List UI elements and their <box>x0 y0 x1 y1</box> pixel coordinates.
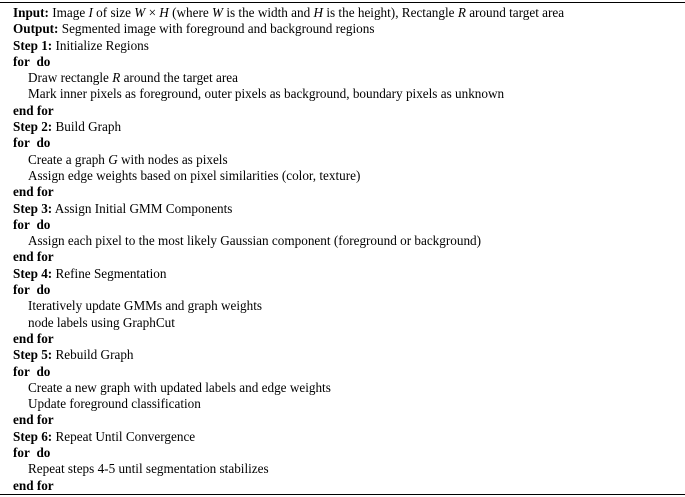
body-text: Update foreground classification <box>28 396 201 412</box>
for-do-line <box>0 364 685 380</box>
end-for-line <box>0 478 685 494</box>
end-for-keyword: end for <box>13 412 54 428</box>
algorithm-steps <box>0 38 685 494</box>
step-title: Rebuild Graph <box>52 347 134 363</box>
step-body-line <box>0 396 685 412</box>
step-label: Step 1: <box>13 37 53 53</box>
step-body-line <box>0 86 685 102</box>
end-for-line <box>0 103 685 119</box>
end-for-line <box>0 412 685 428</box>
for-do-line <box>0 445 685 461</box>
body-text: Create a new graph with updated labels and edge weights <box>28 379 331 395</box>
input-var: W <box>212 5 224 20</box>
body-text: with nodes as pixels <box>117 151 228 167</box>
do-keyword: do <box>36 53 51 69</box>
input-text: (where <box>168 5 213 20</box>
step-body-line <box>0 298 685 314</box>
step-label: Step 3: <box>13 200 53 216</box>
step-title: Assign Initial GMM Components <box>52 200 233 216</box>
end-for-keyword: end for <box>13 249 54 265</box>
step-title: Repeat Until Convergence <box>52 428 196 444</box>
step-heading <box>0 429 685 445</box>
body-text: node labels using GraphCut <box>28 314 175 330</box>
body-text: around the target area <box>120 70 238 86</box>
step-body-line <box>0 70 685 86</box>
for-do-line <box>0 54 685 70</box>
step-title: Refine Segmentation <box>52 265 167 281</box>
body-text: Iteratively update GMMs and graph weights <box>28 298 263 314</box>
for-keyword: for <box>13 282 30 298</box>
body-text: Mark inner pixels as foreground, outer pixels as background, boundary pixels as unknown <box>28 86 505 102</box>
step-body-line <box>0 380 685 396</box>
end-for-keyword: end for <box>13 330 54 346</box>
step-title: Build Graph <box>52 119 122 135</box>
step-heading <box>0 266 685 282</box>
for-keyword: for <box>13 135 30 151</box>
for-do-line <box>0 282 685 298</box>
input-text: × <box>145 5 160 20</box>
input-line <box>0 5 685 21</box>
do-keyword: do <box>36 282 51 298</box>
body-text: Repeat steps 4-5 until segmentation stabilizes <box>28 461 269 477</box>
end-for-keyword: end for <box>13 102 54 118</box>
body-var: R <box>112 70 121 86</box>
for-keyword: for <box>13 216 30 232</box>
input-var: W <box>134 5 146 20</box>
algorithm-box <box>0 2 685 495</box>
input-text: of size <box>92 5 135 20</box>
input-var: I <box>88 5 93 20</box>
step-body-line <box>0 315 685 331</box>
input-var: R <box>457 5 466 20</box>
input-text: Image <box>48 5 89 20</box>
end-for-line <box>0 331 685 347</box>
for-do-line <box>0 135 685 151</box>
step-label: Step 5: <box>13 347 53 363</box>
step-heading <box>0 201 685 217</box>
output-label: Output: <box>13 21 59 37</box>
input-label: Input: <box>13 5 49 20</box>
step-title: Initialize Regions <box>52 37 149 53</box>
body-text: Assign each pixel to the most likely Gaussian component (foreground or background) <box>28 233 482 249</box>
end-for-keyword: end for <box>13 184 54 200</box>
for-keyword: for <box>13 445 30 461</box>
step-body-line <box>0 168 685 184</box>
body-var: G <box>108 151 118 167</box>
input-text: is the height), Rectangle <box>323 5 458 20</box>
for-keyword: for <box>13 53 30 69</box>
do-keyword: do <box>36 363 51 379</box>
input-text: around target area <box>465 5 565 20</box>
input-text: is the width and <box>223 5 314 20</box>
end-for-line <box>0 249 685 265</box>
step-body-line <box>0 461 685 477</box>
output-line <box>0 21 685 37</box>
do-keyword: do <box>36 135 51 151</box>
step-label: Step 2: <box>13 119 53 135</box>
body-text: Draw rectangle <box>28 70 113 86</box>
output-text: Segmented image with foreground and background regions <box>58 21 375 37</box>
body-text: Assign edge weights based on pixel similarities (color, texture) <box>28 167 361 183</box>
step-body-line <box>0 233 685 249</box>
do-keyword: do <box>36 445 51 461</box>
body-text: Create a graph <box>28 151 109 167</box>
step-heading <box>0 347 685 363</box>
step-label: Step 4: <box>13 265 53 281</box>
do-keyword: do <box>36 216 51 232</box>
for-keyword: for <box>13 363 30 379</box>
step-label: Step 6: <box>13 428 53 444</box>
end-for-keyword: end for <box>13 477 54 493</box>
for-do-line <box>0 217 685 233</box>
input-var: H <box>313 5 324 20</box>
step-body-line <box>0 152 685 168</box>
end-for-line <box>0 184 685 200</box>
input-var: H <box>159 5 169 20</box>
step-heading <box>0 38 685 54</box>
step-heading <box>0 119 685 135</box>
